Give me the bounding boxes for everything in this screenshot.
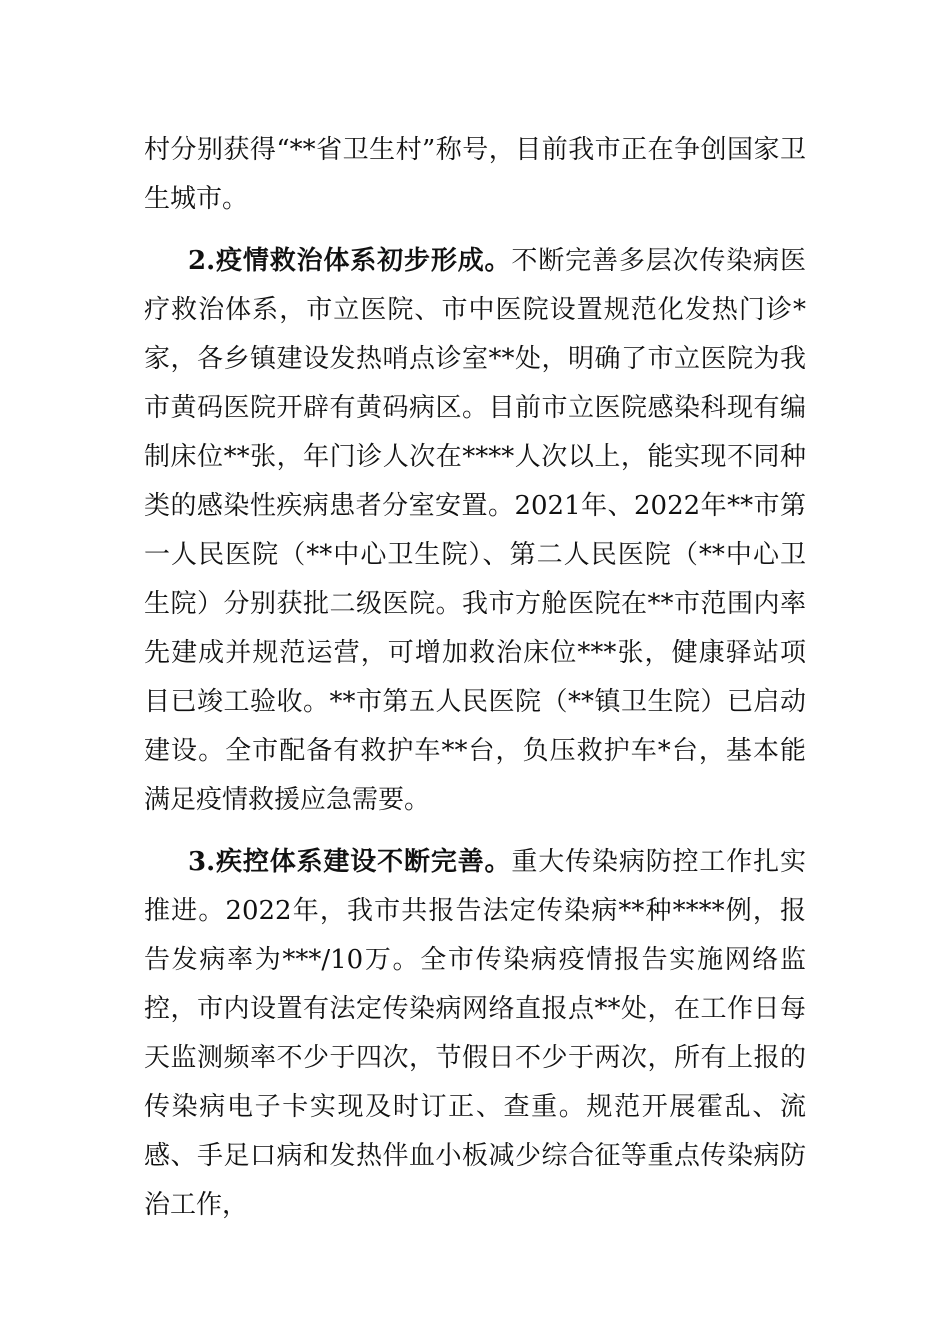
paragraph-text: 不断完善多层次传染病医疗救治体系，市立医院、市中医院设置规范化发热门诊*家，各乡镇建设发热哨点诊室**处，明确了市立医院为我市黄码医院开辟有黄码病区。目前市立医院感染科现有编制床位**张，年门诊人次在****人次以上，能实现不同种类的感染性疾病患者分室安置。2021年、2022年**市第一人民医院（**中心卫生院）、第二人民医院（**中心卫生院）分别获批二级医院。我市方舱医院在**市范围内率先建成并规范运营，可增加救治床位***张，健康驿站项目已竣工验收。**市第五人民医院（**镇卫生院）已启动建设。全市配备有救护车**台，负压救护车*台，基本能满足疫情救援应急需要。 <box>144 246 806 815</box>
paragraph-disease-control-system <box>144 838 806 1230</box>
paragraph-treatment-system <box>144 237 806 825</box>
paragraph-text: 村分别获得“**省卫生村”称号，目前我市正在争创国家卫生城市。 <box>144 135 806 214</box>
paragraph-heading: 3.疾控体系建设不断完善。 <box>188 847 512 877</box>
document-body <box>144 126 806 1230</box>
paragraph-text: 重大传染病防控工作扎实推进。2022年，我市共报告法定传染病**种****例，报告发病率为***/10万。全市传染病疫情报告实施网络监控，市内设置有法定传染病网络直报点**处，在工作日每天监测频率不少于四次，节假日不少于两次，所有上报的传染病电子卡实现及时订正、查重。规范开展霍乱、流感、手足口病和发热伴血小板减少综合征等重点传染病防治工作， <box>144 847 806 1220</box>
paragraph-continuation <box>144 126 806 224</box>
paragraph-heading: 2.疫情救治体系初步形成。 <box>188 246 512 276</box>
